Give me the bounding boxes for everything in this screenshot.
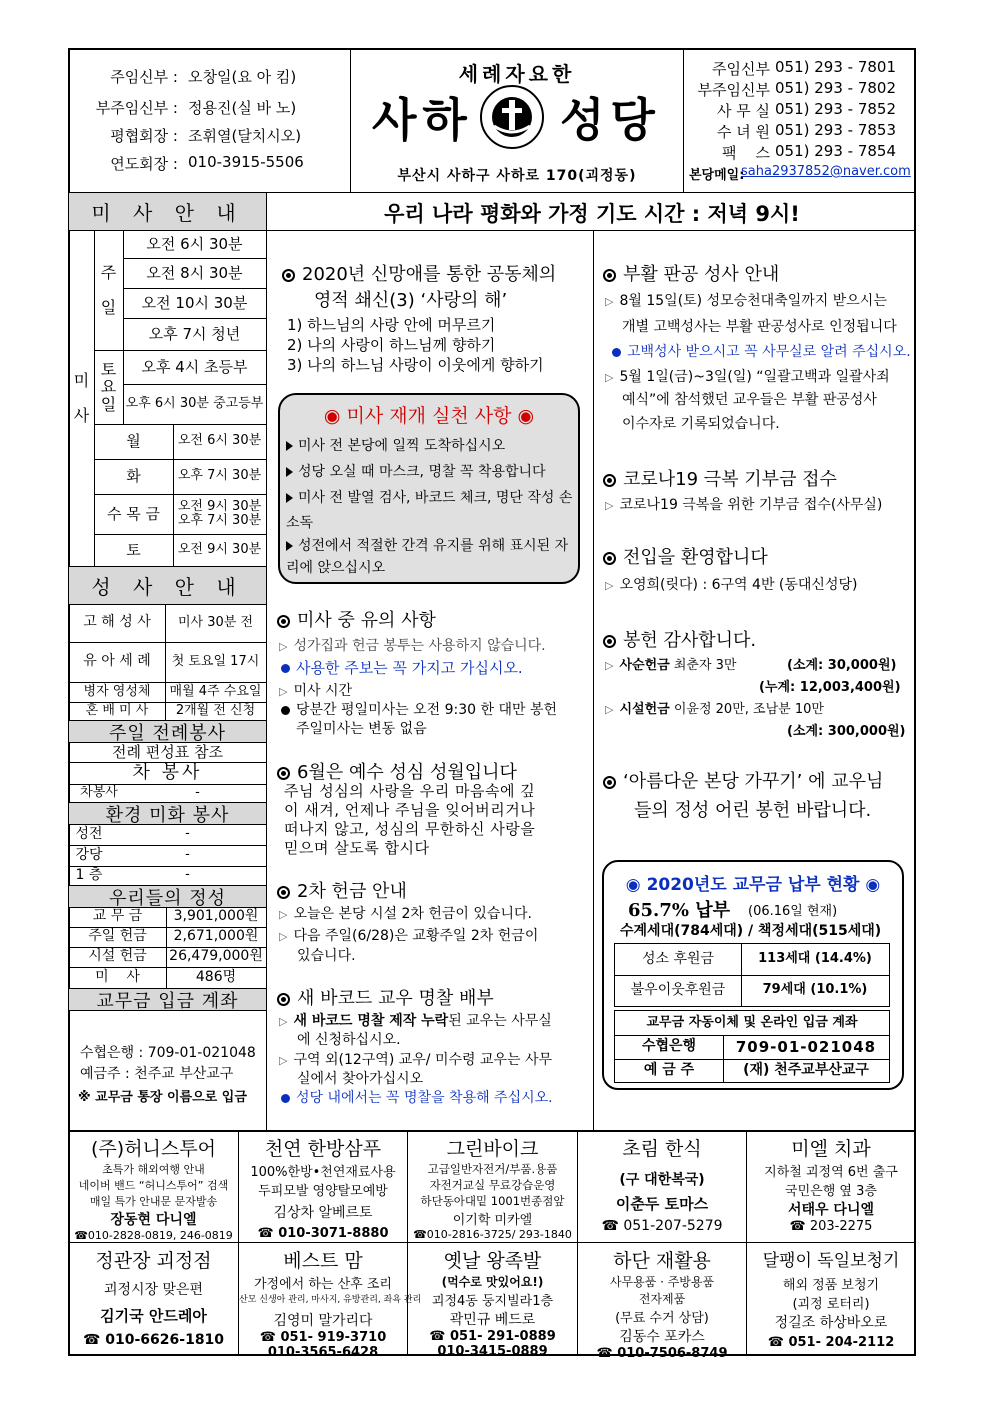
dot-icon: [281, 664, 290, 673]
ad-name: 곽민규 베드로: [449, 1312, 536, 1328]
bullet-icon: [603, 474, 616, 487]
sacrament-time: 첫 토요일 17시: [171, 653, 260, 669]
sacrament-time: 매월 4주 수요일: [169, 683, 262, 699]
tithe-status-box: [602, 860, 904, 1090]
ad-line: (무료 수거 상담): [615, 1311, 709, 1326]
section-title: 전입을 환영합니다: [623, 547, 768, 568]
saturday-mass-time: 오후 4시 초등부: [141, 357, 248, 376]
section-text: 들의 정성 어린 봉헌 바랍니다.: [634, 800, 872, 821]
triangle-icon: ▷: [279, 908, 288, 921]
tithe-account-line: 수협은행 : 709-01-021048: [80, 1045, 256, 1061]
triangle-icon: ▷: [279, 1054, 288, 1067]
ad-line: 고급일반자전거/부품.용품: [427, 1162, 558, 1176]
sunday-label: 주 일: [100, 262, 117, 317]
ad-phone: ☎ 010-3071-8880: [257, 1226, 389, 1241]
bullet-icon: [277, 767, 290, 780]
ad-line: 초특가 해외여행 안내: [102, 1163, 205, 1176]
donation-donor: 최춘자 3만: [673, 658, 737, 673]
autopay-value: (재) 천주교부산교구: [743, 1061, 869, 1078]
liturgy-service-title: 주일 전례봉사: [69, 721, 266, 742]
contact-phone: 051) 293 - 7802: [775, 79, 897, 97]
ad-line: 매일 특가 안내문 문자발송: [89, 1195, 218, 1208]
section-title: 새 바코드 교우 명찰 배부: [297, 988, 494, 1009]
sacrament-name: 고 해 성 사: [83, 614, 151, 631]
list-item: 3) 나의 하느님 사랑이 이웃에게 향하기: [287, 356, 544, 374]
notice-line: 당분간 평일미사는 오전 9:30 한 대만 봉헌: [296, 702, 557, 718]
notice-line: 믿으며 살도록 합시다: [284, 839, 430, 857]
ad-phone: 010-3565-6428: [267, 1345, 379, 1360]
section-text: ‘아름다운 본당 가꾸기’ 에 교우님: [623, 771, 884, 792]
mass-resume-title-text: 미사 재개 실천 사항: [346, 405, 512, 427]
sunday-mass-time: 오전 8시 30분: [146, 263, 243, 282]
notice-line: 8월 15일(토) 성모승천대축일까지 받으시는: [619, 293, 887, 309]
notice-line: 주일미사는 변동 없음: [296, 721, 427, 737]
ad-line: 가정에서 하는 산후 조리: [254, 1277, 392, 1292]
list-item: 2) 나의 사랑이 하느님께 향하기: [287, 336, 496, 354]
sunday-mass-time: 오후 7시 청년: [148, 324, 241, 343]
ad-name: 이춘두 토마스: [615, 1195, 709, 1213]
ad-line: (먹수로 맛있어요!): [441, 1275, 544, 1289]
bullet-icon: [603, 635, 616, 648]
mass-guide-title: 미 사 안 내: [69, 193, 266, 230]
section-title: 봉헌 감사합니다.: [623, 630, 757, 651]
staff-label: 주임신부 :: [110, 68, 178, 86]
triangle-icon: ▷: [279, 640, 288, 653]
donation-donor: 이윤정 20만, 조남분 10만: [673, 702, 824, 717]
section-title: 6월은 예수 성심 성월입니다: [297, 762, 517, 783]
ad-phone: 010-3415-0889: [437, 1344, 548, 1359]
ad-name: 정길조 하상바오로: [774, 1315, 888, 1331]
weekday-time: 오전 6시 30분: [177, 433, 262, 449]
notice-line: 오늘은 본당 시설 2차 헌금이 있습니다.: [293, 906, 532, 922]
church-subtitle: 세례자요한: [458, 62, 576, 86]
contact-label: 사 무 실: [716, 102, 770, 120]
ad-chorim-restaurant: [578, 1134, 746, 1234]
environment-volunteer: -: [185, 867, 190, 883]
sacrament-name: 병자 영성체: [83, 683, 151, 699]
notice-line: 된 교우는 사무실: [448, 1013, 552, 1029]
car-service-title: 차 봉사: [132, 762, 203, 784]
ad-king-jokbal: [408, 1246, 577, 1359]
tithe-account-note: ※ 교무금 통장 이름으로 입금: [78, 1090, 247, 1105]
section-title-line2: 영적 쇄신(3) ‘사랑의 해’: [314, 290, 508, 311]
environment-volunteer: -: [185, 826, 190, 842]
notice-line: 이 새겨, 언제나 주님을 잊어버리거나: [284, 801, 536, 819]
ad-phone: ☎ 010-6626-1810: [82, 1332, 225, 1348]
mass-label: 미 사: [73, 370, 90, 425]
weekday-label: 토: [126, 540, 141, 559]
car-service-value: -: [195, 784, 200, 800]
autopay-title: 교무금 자동이체 및 온라인 입금 계좌: [646, 1014, 858, 1030]
ad-herbal-shampoo: [239, 1134, 407, 1241]
contact-phone: 051) 293 - 7852: [775, 100, 897, 118]
ad-name: 서태우 다니엘: [787, 1202, 875, 1218]
offering-amount: 26,479,000원: [169, 948, 263, 965]
notice-line: 5월 1일(금)~3일(일) “일괄고백과 일괄사죄: [619, 369, 890, 385]
triangle-icon: ▷: [279, 1015, 288, 1028]
donation-total: (누계: 12,003,400원): [759, 680, 901, 695]
ad-phone: ☎010-2816-3725/ 293-1840: [413, 1228, 572, 1241]
ad-title: 정관장 괴정점: [95, 1250, 212, 1272]
sacrament-time: 미사 30분 전: [177, 614, 254, 630]
notice-line: 성가집과 헌금 봉투는 사용하지 않습니다.: [293, 638, 546, 654]
contact-label: 수 녀 원: [716, 123, 770, 141]
sacrament-name: 유 아 세 례: [83, 653, 151, 670]
email-link[interactable]: saha2937852@naver.com: [741, 164, 911, 179]
contact-label: 부주임신부: [697, 81, 770, 99]
notice-line: 개별 고백성사는 부활 판공성사로 인정됩니다: [622, 319, 897, 335]
email-label: 본당메일:: [689, 168, 745, 183]
donation-type: 시설헌금: [619, 702, 670, 717]
tithe-household-count: 수계세대(784세대) / 책정세대(515세대): [620, 923, 882, 939]
ad-name: 김상차 알베르토: [273, 1205, 373, 1221]
ad-line: 사무용품 · 주방용품: [609, 1275, 715, 1289]
tithe-rate: 65.7% 납부: [628, 900, 730, 921]
notice-line: 실에서 찾아가십시오: [297, 1071, 424, 1087]
support-value: 113세대 (14.4%): [758, 951, 872, 967]
ad-line: 두피모발 영양탈모예방: [258, 1184, 388, 1199]
environment-area: 성전: [75, 825, 103, 842]
section-title: 2차 헌금 안내: [297, 881, 407, 902]
ad-line: 국민은행 옆 3층: [785, 1184, 877, 1199]
bullet-icon: [277, 993, 290, 1006]
ad-line: 하단동아대밑 1001번종점앞: [420, 1194, 565, 1208]
ad-title: 옛날 왕족발: [443, 1250, 542, 1272]
ad-line: 전자제품: [638, 1292, 686, 1306]
triangle-icon: ▷: [605, 295, 614, 308]
notice-line: 다음 주일(6/28)은 교황주일 2차 헌금이: [293, 928, 539, 944]
section-title: 코로나19 극복 기부금 접수: [623, 469, 837, 490]
bullet-icon: [603, 552, 616, 565]
ad-line: 네이버 밴드 “허니스투어” 검색: [78, 1179, 229, 1192]
support-label: 성소 후원금: [641, 950, 715, 967]
offering-label: 미 사: [95, 968, 140, 985]
weekday-label: 화: [126, 467, 141, 486]
dot-icon: [612, 348, 621, 357]
notice-line-highlight: 사용한 주보는 꼭 가지고 가십시오.: [296, 659, 523, 677]
ad-line: 자전거교실 무료강습운영: [429, 1178, 556, 1192]
staff-value: 오창일(요 아 킴): [188, 68, 297, 86]
ad-line: 산모 신생아 관리, 마사지, 유방관리, 좌욕 관리: [239, 1295, 422, 1305]
ad-title: 초림 한식: [622, 1138, 702, 1160]
ad-jeonggwanjang: [69, 1246, 238, 1348]
notice-line-bold: 새 바코드 명찰 제작 누락: [293, 1013, 449, 1029]
donation-subtotal: (소계: 30,000원): [787, 658, 897, 673]
ad-hadan-recycling: [578, 1246, 746, 1361]
sacrament-guide-title: 성 사 안 내: [69, 567, 266, 604]
weekday-label: 수 목 금: [106, 504, 160, 523]
ad-phone: ☎ 010-7506-8749: [596, 1346, 728, 1361]
autopay-table: [614, 1010, 890, 1083]
ad-title: 미엘 치과: [791, 1138, 871, 1160]
notice-line: 코로나19 극복을 위한 기부금 접수(사무실): [619, 497, 883, 513]
ad-title: 베스트 맘: [283, 1250, 363, 1272]
ad-phone: ☎ 051-207-5279: [601, 1218, 723, 1234]
notice-line: 오영희(릿다) : 6구역 4반 (동대신성당): [619, 577, 858, 593]
support-table: [614, 943, 890, 1007]
ad-best-mom: [239, 1246, 422, 1360]
ad-title: 달팽이 독일보청기: [762, 1251, 900, 1271]
staff-label: 평협회장 :: [110, 127, 178, 145]
donation-type: 사순헌금: [619, 658, 670, 673]
contact-phone: 051) 293 - 7801: [775, 58, 897, 76]
triangle-icon: ▷: [605, 371, 614, 384]
ad-phone: ☎ 051- 291-0889: [429, 1329, 556, 1344]
ad-line: 해외 정품 보청기: [782, 1278, 880, 1293]
notice-line: 미사 시간: [293, 683, 353, 699]
dot-icon: [281, 1094, 290, 1103]
section-title: 미사 중 유의 사항: [297, 610, 436, 631]
ad-line: (괴정 로터리): [792, 1297, 870, 1312]
offering-amount: 3,901,000원: [173, 908, 259, 925]
triangle-icon: ▷: [605, 499, 614, 512]
notice-line: 이수자로 기록되었습니다.: [622, 416, 780, 432]
section-title: 2020년 신망애를 통한 공동체의: [302, 264, 557, 285]
offering-amount: 486명: [195, 968, 237, 985]
arrow-icon: [286, 493, 293, 503]
donation-subtotal: (소계: 300,000원): [787, 724, 906, 739]
ad-title: (주)허니스투어: [91, 1138, 216, 1160]
ad-miel-dental: [747, 1134, 915, 1234]
sacrament-name: 혼 배 미 사: [85, 702, 149, 718]
ad-line: 괴정시장 맞은편: [103, 1282, 204, 1298]
banner-title: 우리 나라 평화와 가정 기도 시간 : 저녁 9시!: [384, 202, 800, 226]
notice-line: 에 신청하십시오.: [297, 1032, 401, 1048]
box-item: 미사 전 발열 검사, 바코드 체크, 명단 작성 손 소독: [286, 490, 573, 531]
tithe-account-title: 교무금 입금 계좌: [69, 989, 266, 1010]
weekday-time: 오전 9시 30분 오후 7시 30분: [177, 498, 262, 528]
offering-label: 주일 헌금: [88, 928, 147, 945]
church-address: 부산시 사하구 사하로 170(괴정동): [397, 168, 637, 184]
ad-name: 장동현 다니엘: [110, 1212, 197, 1228]
triangle-icon: ▷: [605, 579, 614, 592]
ad-name: 이기학 미카엘: [452, 1213, 533, 1228]
staff-label: 연도회장 :: [110, 155, 178, 173]
weekday-time: 오후 7시 30분: [177, 468, 262, 484]
environment-area: 강당: [75, 846, 103, 863]
ad-name: 김영미 말가리다: [273, 1313, 373, 1329]
bullet-icon: [277, 886, 290, 899]
notice-line: 구역 외(12구역) 교우/ 미수령 교우는 사무: [293, 1052, 553, 1068]
staff-value: 조휘열(달치시오): [188, 127, 302, 145]
ad-green-bike: [408, 1134, 577, 1241]
support-label: 불우이웃후원금: [630, 981, 726, 998]
car-service-label: 차봉사: [80, 784, 118, 800]
ad-title: 하단 재활용: [613, 1250, 711, 1272]
ad-title: 그린바이크: [446, 1138, 539, 1160]
bullet-icon: [277, 615, 290, 628]
contact-label: 팩 스: [721, 144, 770, 162]
church-name-left: 사하: [372, 93, 473, 147]
notice-line: 주님 성심의 사랑을 우리 마음속에 깊: [284, 782, 536, 800]
notice-line-highlight: 고백성사 받으시고 꼭 사무실로 알려 주십시오.: [627, 344, 911, 360]
sunday-mass-time: 오전 6시 30분: [146, 234, 243, 253]
ad-phone: ☎ 051- 204-2112: [767, 1335, 895, 1350]
mass-resume-box: [278, 393, 580, 584]
saturday-mass-time: 오후 6시 30분 중고등부: [125, 395, 264, 411]
ad-phone: ☎010-2828-0819, 246-0819: [74, 1229, 233, 1242]
bullet-icon: [603, 269, 616, 282]
bullet-icon: [282, 269, 295, 282]
sacrament-time: 2개월 전 신청: [175, 702, 256, 718]
environment-volunteer: -: [185, 847, 190, 863]
box-item: 미사 전 본당에 일찍 도착하십시오: [298, 438, 506, 454]
sunday-mass-time: 오전 10시 30분: [141, 293, 248, 312]
box-item: 성당 오실 때 마스크, 명찰 꼭 착용합니다: [298, 464, 546, 480]
tithe-status-title: ◉ 2020년도 교무금 납부 현황 ◉: [625, 875, 881, 895]
triangle-icon: ▷: [279, 930, 288, 943]
notice-line: 있습니다.: [297, 948, 356, 964]
dot-icon: [281, 706, 290, 715]
ad-phone: ☎ 051- 919-3710: [259, 1330, 387, 1345]
autopay-label: 수협은행: [641, 1038, 697, 1055]
saturday-label: 토 요 일: [100, 359, 117, 414]
ad-line: 괴정4동 둥지빌라1층: [431, 1294, 554, 1309]
contact-phone: 051) 293 - 7853: [775, 121, 897, 139]
triangle-icon: ▷: [605, 659, 614, 672]
ad-honeys-tour: [69, 1134, 238, 1242]
support-value: 79세대 (10.1%): [762, 982, 868, 998]
weekday-label: 월: [126, 432, 141, 451]
autopay-label: 예 금 주: [643, 1061, 695, 1078]
tithe-status-title-text: 2020년도 교무금 납부 현황: [646, 875, 860, 895]
ad-title: 천연 한방삼푸: [264, 1138, 382, 1160]
ad-snail-hearing-aid: [747, 1246, 915, 1350]
bullet-icon: [603, 776, 616, 789]
notice-line: 예식”에 참석했던 교우들은 부활 판공성사: [622, 392, 877, 408]
weekday-time: 오전 9시 30분: [177, 541, 262, 557]
arrow-icon: [286, 467, 293, 477]
ad-phone: ☎ 203-2275: [789, 1219, 873, 1234]
tithe-account-line: 예금주 : 천주교 부산교구: [80, 1066, 234, 1082]
staff-value: 010-3915-5506: [188, 153, 304, 171]
offering-label: 시설 헌금: [88, 948, 147, 965]
staff-value: 정용진(실 바 노): [188, 99, 297, 117]
tithe-date: (06.16일 현재): [748, 904, 838, 919]
offering-title: 우리들의 정성: [69, 886, 266, 907]
notice-line: 떠나지 않고, 성심의 무한하신 사랑을: [284, 820, 536, 838]
notice-line-highlight: 성당 내에서는 꼭 명찰을 착용해 주십시오.: [296, 1090, 553, 1106]
ad-name: 김기국 안드레아: [100, 1307, 207, 1325]
list-item: 1) 하느님의 사랑 안에 머무르기: [287, 316, 496, 334]
box-item: 성전에서 적절한 간격 유지를 위해 표시된 자리에 앉으십시오: [286, 538, 569, 577]
ad-line: 지하철 괴정역 6번 출구: [764, 1165, 898, 1180]
mass-resume-title: ◉ 미사 재개 실천 사항 ◉: [323, 405, 535, 427]
ad-line: (구 대한복국): [619, 1172, 705, 1188]
environment-service-title: 환경 미화 봉사: [69, 803, 266, 824]
triangle-icon: ▷: [279, 685, 288, 698]
ad-line: 100%한방•천연재료사용: [250, 1165, 396, 1180]
liturgy-service-value: 전례 편성표 참조: [112, 742, 223, 761]
environment-area: 1 층: [75, 866, 103, 883]
staff-label: 부주임신부 :: [95, 99, 178, 117]
section-title: 부활 판공 성사 안내: [623, 264, 780, 285]
offering-amount: 2,671,000원: [173, 928, 259, 945]
arrow-icon: [286, 441, 293, 451]
ad-name: 김동수 포카스: [619, 1329, 705, 1345]
offering-label: 교 무 금: [92, 908, 143, 925]
contact-phone: 051) 293 - 7854: [775, 142, 897, 160]
autopay-value: 709-01-021048: [735, 1037, 877, 1056]
arrow-icon: [286, 541, 293, 551]
church-logo-icon: [472, 84, 552, 150]
triangle-icon: ▷: [605, 703, 614, 716]
contact-label: 주임신부: [712, 60, 770, 78]
church-name-right: 성당: [560, 93, 661, 147]
